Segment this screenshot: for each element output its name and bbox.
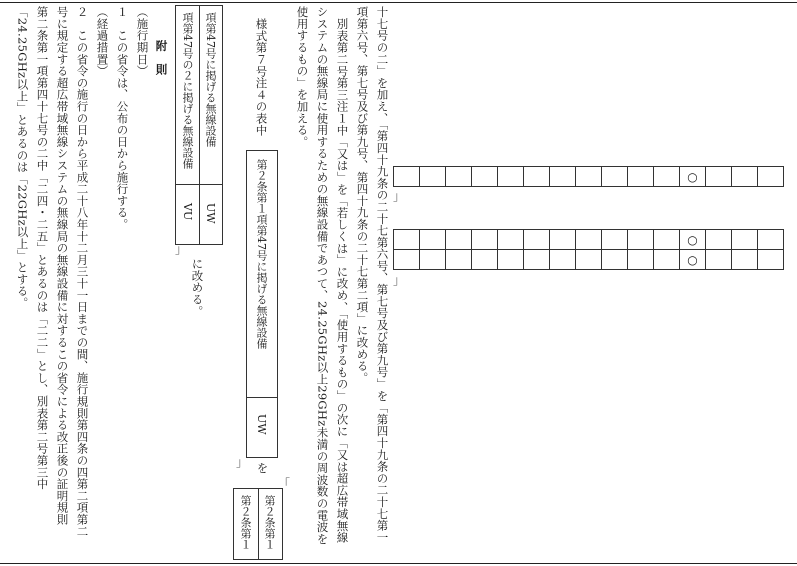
grid-cell — [732, 167, 758, 187]
grid-cell — [420, 167, 446, 187]
grid-bottom-bracket: 」 — [393, 273, 406, 287]
grid-cell — [524, 167, 550, 187]
small-old-header-1: 第２条第１ — [263, 495, 276, 550]
grid-row-top — [393, 166, 784, 187]
grid-cell — [524, 250, 550, 270]
grid-cell — [498, 167, 524, 187]
grid-cell — [524, 230, 550, 250]
fusoku-art-2-4: 「24.25GHz以上」とあるのは「22GHz以上」とする。 — [15, 6, 30, 309]
new-row2-label: 項第47号の２に掲げる無線設備 — [181, 12, 194, 169]
grid-cell — [706, 167, 732, 187]
grid-cell — [758, 230, 784, 250]
aratameru-1: に改める。 — [190, 258, 205, 317]
new-row1-code: UW — [204, 203, 217, 224]
grid-cell — [602, 230, 628, 250]
grid-cell — [654, 230, 680, 250]
grid-cell — [706, 250, 732, 270]
grid-cell — [758, 167, 784, 187]
grid-cell — [550, 250, 576, 270]
grid-cell — [576, 167, 602, 187]
grid-cell — [420, 230, 446, 250]
new-row2-code: VU — [181, 203, 194, 221]
grid-cell — [602, 250, 628, 270]
grid-cell — [654, 167, 680, 187]
grid-cell — [472, 230, 498, 250]
bottom-rule — [0, 563, 797, 564]
grid-cell — [472, 250, 498, 270]
grid-cell — [446, 167, 472, 187]
body-col-3: 別表第二号第三注１中「又は」を「若しくは」に改め、「使用するもの」の次に「又は超広帯域無線 — [335, 18, 350, 544]
grid-mark-cell: ○ — [680, 230, 706, 250]
grid-cell — [550, 230, 576, 250]
form7-new-table — [175, 5, 223, 245]
grid-mark-cell: ○ — [680, 167, 706, 187]
grid-cell — [758, 250, 784, 270]
form7-old-bracket: 」 — [236, 455, 249, 469]
grid-cell — [576, 250, 602, 270]
new-row-divider — [176, 184, 222, 185]
small-old-table — [233, 488, 283, 560]
fusoku-title: 附 則 — [154, 40, 169, 76]
grid-cell — [446, 250, 472, 270]
grid-cell — [602, 167, 628, 187]
body-col-form7: 様式第７号注４の表中 — [254, 18, 269, 136]
fusoku-art-2-2: 号に規定する超広帯域無線システムの無線局の無線設備に対するこの省令による改正後の証明規則 — [55, 6, 70, 526]
grid-cell — [732, 230, 758, 250]
new-row1-label: 項第47号に掲げる無線設備 — [204, 12, 217, 147]
form7-old-label: 第２条第１項第47号に掲げる無線設備 — [255, 159, 268, 349]
grid-cell — [420, 250, 446, 270]
grid-cell — [628, 230, 654, 250]
grid-cell — [394, 250, 420, 270]
form7-old-table — [246, 150, 278, 458]
body-col-1: 十七号の二」を加え、「第四十九条の二十七第六号、第七号及び第九号」を「第四十九条の二十七第一 — [375, 6, 390, 544]
small-old-header-2: 第２条第１ — [239, 495, 252, 550]
quote-wo: を — [255, 462, 270, 474]
grid-mark-cell: ○ — [680, 250, 706, 270]
body-col-5: 使用するもの」を加える。 — [295, 6, 310, 148]
new-table-bracket: 」 — [175, 242, 188, 256]
fusoku-art-2-1: ２ この省令の施行の日から平成二十八年十二月三十一日までの間、施行規則第四条の四第二項第二 — [75, 6, 90, 537]
body-col-2: 項第六号、第七号及び第九号、第四十九条の二十七第二項」に改める。 — [355, 6, 370, 384]
fusoku-art-1: １ この省令は、公布の日から施行する。 — [115, 6, 130, 231]
grid-cell — [394, 167, 420, 187]
fusoku-heading-1: （施行期日） — [135, 6, 150, 77]
fusoku-heading-2: （経過措置） — [95, 6, 110, 77]
grid-cell — [628, 250, 654, 270]
grid-cell — [654, 250, 680, 270]
grid-cell — [394, 230, 420, 250]
grid-cell — [472, 167, 498, 187]
form7-old-divider — [247, 397, 277, 398]
grid-cell — [550, 167, 576, 187]
top-rule — [0, 2, 797, 3]
grid-cell — [706, 230, 732, 250]
small-old-divider — [258, 489, 259, 559]
fusoku-art-2-3: 第二条第一項第四十七号の二中「二四・二五」とあるのは「二二」とし、別表第二号第三中 — [35, 6, 50, 490]
grid-cell — [732, 250, 758, 270]
grid-top-bracket: 」 — [393, 189, 406, 203]
small-old-bracket: 「 — [278, 477, 291, 491]
grid-cell — [576, 230, 602, 250]
grid-cell — [446, 230, 472, 250]
grid-cell — [498, 230, 524, 250]
grid-cell — [498, 250, 524, 270]
grid-row-bottom — [393, 229, 784, 270]
grid-cell — [628, 167, 654, 187]
body-col-4: システムの無線局に使用するための無線設備であつて、24.25GHz以上29GHz未満の周波数の電波を — [315, 6, 330, 545]
form7-old-code: UW — [255, 414, 268, 435]
new-col-divider — [199, 6, 200, 244]
